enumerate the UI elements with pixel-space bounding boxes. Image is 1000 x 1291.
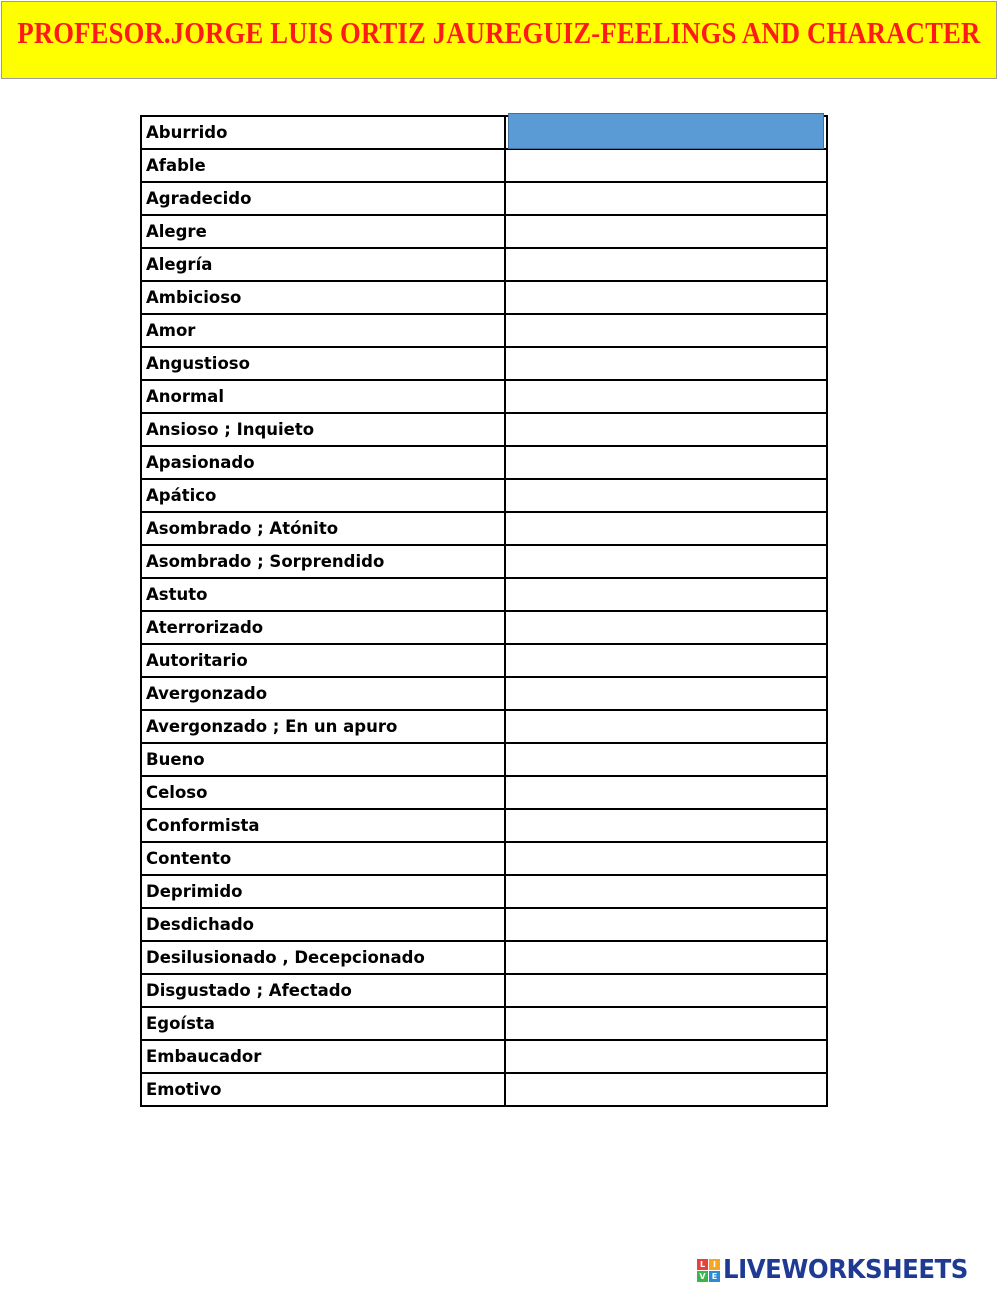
word-cell: Asombrado ; Atónito — [141, 512, 505, 545]
word-cell: Ansioso ; Inquieto — [141, 413, 505, 446]
answer-cell[interactable] — [505, 743, 827, 776]
table-row — [141, 248, 827, 281]
logo-letter: I — [709, 1259, 720, 1270]
answer-cell[interactable] — [505, 776, 827, 809]
word-cell: Angustioso — [141, 347, 505, 380]
answer-cell[interactable] — [505, 710, 827, 743]
table-row — [141, 710, 827, 743]
answer-cell[interactable] — [505, 1040, 827, 1073]
answer-cell[interactable] — [505, 149, 827, 182]
table-row — [141, 512, 827, 545]
word-cell: Egoísta — [141, 1007, 505, 1040]
table-row — [141, 1073, 827, 1106]
table-row — [141, 875, 827, 908]
word-cell: Avergonzado — [141, 677, 505, 710]
table-row — [141, 1007, 827, 1040]
word-cell: Alegría — [141, 248, 505, 281]
answer-cell[interactable] — [505, 611, 827, 644]
answer-cell[interactable] — [505, 1007, 827, 1040]
logo-letter: L — [697, 1259, 708, 1270]
table-row — [141, 644, 827, 677]
answer-cell[interactable] — [505, 644, 827, 677]
word-cell: Emotivo — [141, 1073, 505, 1106]
word-cell: Desilusionado , Decepcionado — [141, 941, 505, 974]
answer-cell[interactable] — [505, 941, 827, 974]
table-row — [141, 974, 827, 1007]
answer-cell[interactable] — [505, 380, 827, 413]
word-cell: Alegre — [141, 215, 505, 248]
table-row — [141, 116, 827, 149]
page-title: PROFESOR.JORGE LUIS ORTIZ JAUREGUIZ-FEELINGS AND CHARACTER — [17, 15, 981, 50]
answer-cell[interactable] — [505, 347, 827, 380]
word-cell: Conformista — [141, 809, 505, 842]
table-row — [141, 611, 827, 644]
table-row — [141, 149, 827, 182]
table-row — [141, 182, 827, 215]
table-row — [141, 215, 827, 248]
answer-input-box[interactable] — [508, 113, 824, 149]
table-row — [141, 545, 827, 578]
answer-cell[interactable] — [505, 578, 827, 611]
word-cell: Astuto — [141, 578, 505, 611]
table-row — [141, 908, 827, 941]
table-row — [141, 446, 827, 479]
word-cell: Ambicioso — [141, 281, 505, 314]
logo-letter: V — [697, 1271, 708, 1282]
answer-cell[interactable] — [505, 413, 827, 446]
table-row — [141, 1040, 827, 1073]
answer-cell[interactable] — [505, 314, 827, 347]
answer-cell[interactable] — [505, 215, 827, 248]
word-cell: Apático — [141, 479, 505, 512]
logo-text: LIVEWORKSHEETS — [723, 1255, 968, 1285]
word-cell: Apasionado — [141, 446, 505, 479]
word-cell: Agradecido — [141, 182, 505, 215]
table-row — [141, 941, 827, 974]
word-cell: Anormal — [141, 380, 505, 413]
answer-cell[interactable] — [505, 281, 827, 314]
answer-cell[interactable] — [505, 182, 827, 215]
answer-cell[interactable] — [505, 512, 827, 545]
answer-cell[interactable] — [505, 974, 827, 1007]
header-banner — [1, 1, 997, 79]
answer-cell[interactable] — [505, 116, 827, 149]
table-row — [141, 314, 827, 347]
table-row — [141, 413, 827, 446]
answer-cell[interactable] — [505, 875, 827, 908]
answer-cell[interactable] — [505, 809, 827, 842]
answer-cell[interactable] — [505, 248, 827, 281]
table-row — [141, 677, 827, 710]
answer-cell[interactable] — [505, 677, 827, 710]
vocabulary-table — [140, 115, 828, 1107]
liveworksheets-logo[interactable] — [697, 1255, 984, 1285]
answer-cell[interactable] — [505, 842, 827, 875]
answer-cell[interactable] — [505, 908, 827, 941]
table-row — [141, 479, 827, 512]
answer-cell[interactable] — [505, 446, 827, 479]
word-cell: Aterrorizado — [141, 611, 505, 644]
word-cell: Asombrado ; Sorprendido — [141, 545, 505, 578]
word-cell: Desdichado — [141, 908, 505, 941]
table-row — [141, 380, 827, 413]
table-row — [141, 578, 827, 611]
word-cell: Disgustado ; Afectado — [141, 974, 505, 1007]
word-cell: Aburrido — [141, 116, 505, 149]
word-cell: Avergonzado ; En un apuro — [141, 710, 505, 743]
word-cell: Deprimido — [141, 875, 505, 908]
word-cell: Afable — [141, 149, 505, 182]
word-cell: Celoso — [141, 776, 505, 809]
table-row — [141, 842, 827, 875]
table-row — [141, 347, 827, 380]
logo-letter: E — [709, 1271, 720, 1282]
liveworksheets-logo-icon — [697, 1259, 720, 1282]
answer-cell[interactable] — [505, 1073, 827, 1106]
word-cell: Contento — [141, 842, 505, 875]
word-cell: Amor — [141, 314, 505, 347]
word-cell: Bueno — [141, 743, 505, 776]
word-cell: Embaucador — [141, 1040, 505, 1073]
table-row — [141, 743, 827, 776]
table-row — [141, 281, 827, 314]
word-cell: Autoritario — [141, 644, 505, 677]
answer-cell[interactable] — [505, 479, 827, 512]
answer-cell[interactable] — [505, 545, 827, 578]
table-row — [141, 809, 827, 842]
table-row — [141, 776, 827, 809]
